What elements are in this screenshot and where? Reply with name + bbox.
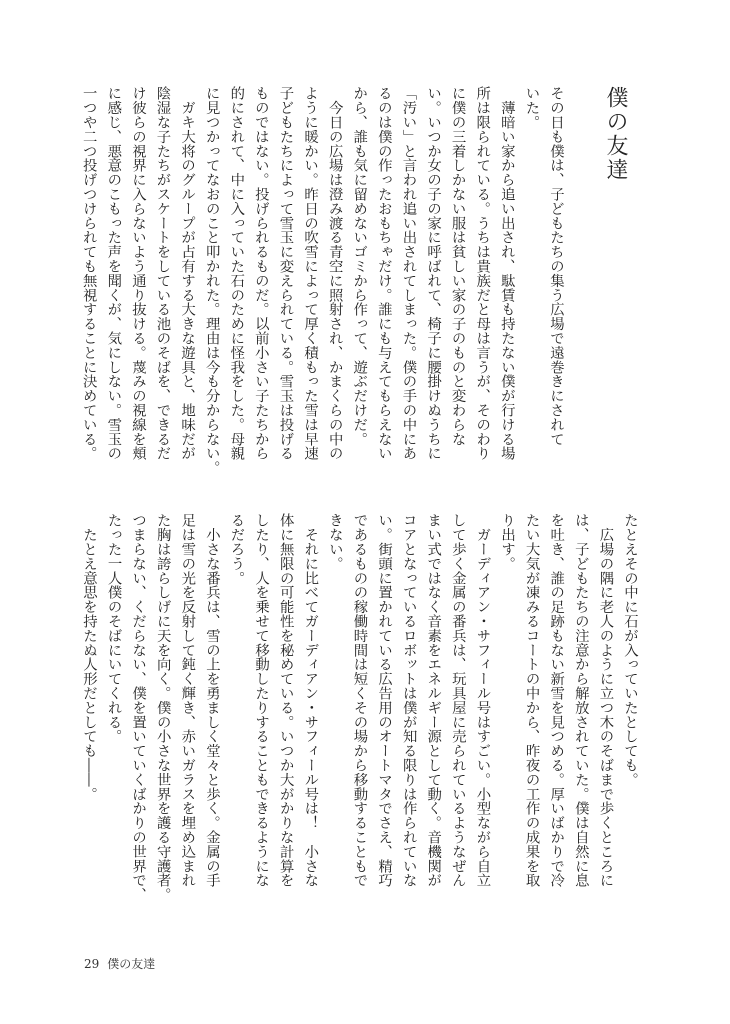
text-column: から、誰も気に留めないゴミから作って、遊ぶだけだ。: [351, 86, 368, 446]
text-column: るのは僕の作ったおもちゃだけ。誰にも与えてもらえない: [375, 86, 392, 461]
text-column: 一つや二つ投げつけられても無視することに決めている。: [80, 86, 97, 461]
text-column: たとえ意思を持たぬ人形だとしても――。: [80, 513, 97, 801]
text-column: り出す。: [499, 513, 516, 571]
running-title: 僕の友達: [107, 957, 156, 971]
text-column: た胸は誇らしげに天を向く。僕の小さな世界を護る守護者。: [154, 513, 171, 902]
text-column: 足は雪の光を反射して鈍く輝き、赤いガラスを埋め込まれ: [179, 513, 196, 888]
text-column: 的にされて、中に入っていた石のために怪我をした。母親: [228, 86, 245, 461]
text-column: 体に無限の可能性を秘めている。いつか大がかりな計算を: [277, 513, 294, 888]
text-column: したり、人を乗せて移動したりすることもできるようにな: [253, 513, 270, 888]
text-column: たい大気が凍みるコートの中から、昨夜の工作の成果を取: [523, 513, 540, 888]
upper-text-block: [76, 86, 568, 475]
text-column: に感じ、悪意のこもった声を聞くが、気にしない。雪玉の: [105, 86, 122, 461]
text-column: ものではない。投げられるものだ。以前小さい子たちから: [252, 86, 269, 461]
text-column: それに比べてガーディアン・サフィール号は！ 小さな: [302, 513, 319, 888]
lower-text-block: [76, 513, 642, 902]
text-column: 子どもたちによって雪玉に変えられている。雪玉は投げる: [277, 86, 294, 461]
text-column: たった一人僕のそばにいてくれる。: [105, 513, 122, 744]
text-column: きない。: [326, 513, 343, 571]
text-column: い。街頭に置かれている広告用のオートマタでさえ、精巧: [376, 513, 393, 888]
text-column: ガーディアン・サフィール号はすごい。小型ながら自立: [474, 513, 491, 888]
text-column: であるものの稼働時間は短くその場から移動することもで: [351, 513, 368, 888]
text-column: 所は限られている。うちは貴族だと母は言うが、そのわり: [474, 86, 491, 461]
text-column: 陰湿な子たちがスケートをしている池のそばを、できるだ: [154, 86, 171, 461]
text-column: 「汚い」と言われ追い出されてしまった。僕の手の中にあ: [400, 86, 417, 461]
text-column: その日も僕は、子どもたちの集う広場で遠巻きにされて: [548, 86, 564, 446]
text-column: を吐き、誰の足跡もない新雪を見つめる。厚いばかりで冷: [548, 513, 565, 888]
text-column: るだろう。: [228, 513, 245, 585]
text-column: ように暖かい。昨日の吹雪によって厚く積もった雪は早速: [302, 86, 319, 461]
text-column: け彼らの視界に入らないよう通り抜ける。蔑みの視線を頬: [129, 86, 146, 461]
text-column: 薄暗い家から追い出され、駄賃も持たない僕が行ける場: [498, 86, 515, 461]
text-column: に見つかってなおのこと叩かれた。理由は今も分からない。: [203, 86, 220, 475]
text-column: に僕の三着しかない服は貧しい家の子のものと変わらな: [449, 86, 466, 446]
text-column: まい式ではなく音素をエネルギー源として動く。音機関が: [425, 513, 442, 888]
text-column: たとえその中に石が入っていたとしても。: [622, 513, 638, 787]
text-column: つまらない、くだらない、僕を置いていくばかりの世界で、: [130, 513, 147, 902]
page-number: 29: [84, 957, 100, 971]
text-column: して歩く金属の番兵は、玩具屋に売られているようなぜん: [449, 513, 466, 888]
chapter-title: 僕の友達: [603, 86, 628, 182]
page-footer: [84, 955, 163, 972]
text-column: いた。: [523, 86, 540, 130]
text-column: 小さな番兵は、雪の上を勇ましく堂々と歩く。金属の手: [203, 513, 220, 888]
text-column: は、子どもたちの注意から解放されていた。僕は自然に息: [572, 513, 589, 888]
text-column: コアとなっているロボットは僕が知る限りは作られていな: [400, 513, 417, 888]
text-column: 広場の隅に老人のように立つ木のそばまで歩くところに: [597, 513, 614, 888]
text-column: い。いつか女の子の家に呼ばれて、椅子に腰掛けぬうちに: [425, 86, 442, 461]
text-column: 今日の広場は澄み渡る青空に照射され、かまくらの中の: [326, 86, 343, 461]
text-column: ガキ大将のグループが占有する大きな遊具と、地味だが: [179, 86, 196, 461]
